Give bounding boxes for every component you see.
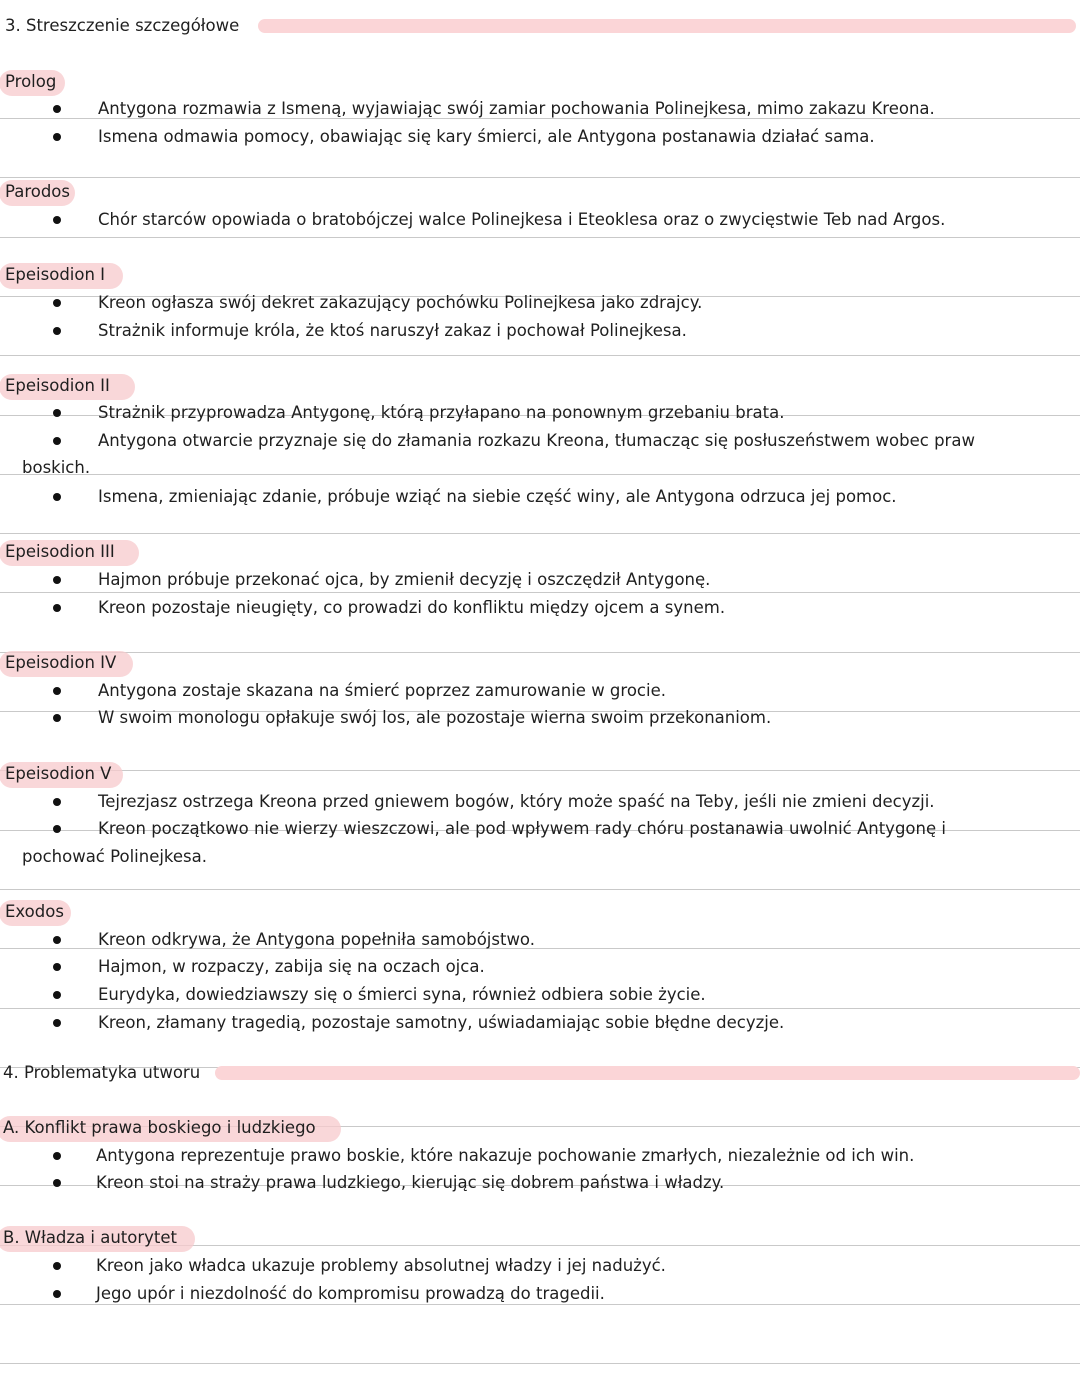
list-item: Hajmon próbuje przekonać ojca, by zmienił decyzję i oszczędził Antygonę. <box>98 570 711 589</box>
list-item: Kreon ogłasza swój dekret zakazujący pochówku Polinejkesa jako zdrajcy. <box>98 293 703 312</box>
ruled-line <box>0 770 1080 771</box>
heading-text: Epeisodion III <box>5 542 115 561</box>
heading-text: Epeisodion II <box>5 376 110 395</box>
list-item: Antygona rozmawia z Ismeną, wyjawiając swój zamiar pochowania Polinejkesa, mimo zakazu Kreona. <box>98 99 935 118</box>
bullet-icon <box>53 437 61 445</box>
ruled-line <box>0 474 1080 475</box>
bullet-icon <box>53 105 61 113</box>
section-title: 3. Streszczenie szczegółowe <box>5 16 240 35</box>
ruled-line <box>0 592 1080 593</box>
heading-epeisodion-5 <box>5 764 111 784</box>
heading-epeisodion-4 <box>5 653 116 673</box>
list-item: Eurydyka, dowiedziawszy się o śmierci syna, również odbiera sobie życie. <box>98 985 706 1004</box>
ruled-line <box>0 237 1080 238</box>
list-item: Antygona otwarcie przyznaje się do złamania rozkazu Kreona, tłumacząc się posłuszeństwem wobec praw <box>98 431 975 450</box>
heading-exodos <box>5 902 64 922</box>
bullet-icon <box>53 133 61 141</box>
heading-parodos <box>5 182 70 202</box>
list-item: Ismena, zmieniając zdanie, próbuje wziąć na siebie część winy, ale Antygona odrzuca jej pomoc. <box>98 487 897 506</box>
bullet-icon <box>53 409 61 417</box>
heading-text: B. Władza i autorytet <box>3 1228 178 1247</box>
list-item: Kreon pozostaje nieugięty, co prowadzi do konfliktu między ojcem a synem. <box>98 598 726 617</box>
heading-conflict <box>3 1118 316 1138</box>
heading-prolog <box>5 72 56 92</box>
list-item: W swoim monologu opłakuje swój los, ale pozostaje wierna swoim przekonaniom. <box>98 708 772 727</box>
title-highlight <box>258 19 1076 33</box>
bullet-icon <box>53 687 61 695</box>
heading-text: Epeisodion V <box>5 764 112 783</box>
heading-text: Exodos <box>5 902 64 921</box>
bullet-icon <box>53 1179 61 1187</box>
ruled-line <box>0 1304 1080 1305</box>
bullet-icon <box>53 216 61 224</box>
bullet-icon <box>53 1019 61 1027</box>
bullet-icon <box>53 576 61 584</box>
list-item: Kreon początkowo nie wierzy wieszczowi, ale pod wpływem rady chóru postanawia uwolnić Antygonę i <box>98 819 946 838</box>
list-item-continuation: pochować Polinejkesa. <box>22 847 208 866</box>
ruled-line <box>0 652 1080 653</box>
bullet-icon <box>53 991 61 999</box>
heading-epeisodion-2 <box>5 376 110 396</box>
ruled-line <box>0 533 1080 534</box>
list-item: Strażnik przyprowadza Antygonę, którą przyłapano na ponownym grzebaniu brata. <box>98 403 785 422</box>
list-item: Strażnik informuje króla, że ktoś naruszył zakaz i pochował Polinejkesa. <box>98 321 687 340</box>
ruled-line <box>0 1363 1080 1364</box>
ruled-line <box>0 355 1080 356</box>
list-item: Antygona reprezentuje prawo boskie, które nakazuje pochowanie zmarłych, niezależnie od ich win. <box>96 1146 915 1165</box>
bullet-icon <box>53 493 61 501</box>
list-item: Kreon jako władca ukazuje problemy absolutnej władzy i jej nadużyć. <box>96 1256 666 1275</box>
bullet-icon <box>53 1152 61 1160</box>
section-title: 4. Problematyka utworu <box>3 1063 201 1082</box>
heading-power <box>3 1228 177 1248</box>
list-item: Ismena odmawia pomocy, obawiając się kary śmierci, ale Antygona postanawia działać sama. <box>98 127 875 146</box>
list-item-continuation: boskich. <box>22 458 91 477</box>
bullet-icon <box>53 327 61 335</box>
list-item: Antygona zostaje skazana na śmierć poprzez zamurowanie w grocie. <box>98 681 666 700</box>
bullet-icon <box>53 936 61 944</box>
list-item: Kreon odkrywa, że Antygona popełniła samobójstwo. <box>98 930 535 949</box>
bullet-icon <box>53 825 61 833</box>
bullet-icon <box>53 714 61 722</box>
list-item: Chór starców opowiada o bratobójczej walce Polinejkesa i Eteoklesa oraz o zwycięstwie Teb nad Argos. <box>98 210 946 229</box>
heading-text: Epeisodion I <box>5 265 106 284</box>
heading-text: Parodos <box>5 182 71 201</box>
bullet-icon <box>53 1290 61 1298</box>
list-item: Tejrezjasz ostrzega Kreona przed gniewem bogów, który może spaść na Teby, jeśli nie zmieni decyzji. <box>98 792 935 811</box>
heading-text: Epeisodion IV <box>5 653 117 672</box>
bullet-icon <box>53 798 61 806</box>
bullet-icon <box>53 604 61 612</box>
list-item: Kreon stoi na straży prawa ludzkiego, kierując się dobrem państwa i władzy. <box>96 1173 725 1192</box>
title-highlight <box>215 1066 1080 1080</box>
heading-text: Prolog <box>5 72 57 91</box>
heading-epeisodion-1 <box>5 265 105 285</box>
list-item: Kreon, złamany tragedią, pozostaje samotny, uświadamiając sobie błędne decyzje. <box>98 1013 785 1032</box>
bullet-icon <box>53 1262 61 1270</box>
heading-epeisodion-3 <box>5 542 115 562</box>
list-item: Jego upór i niezdolność do kompromisu prowadzą do tragedii. <box>96 1284 605 1303</box>
heading-text: A. Konflikt prawa boskiego i ludzkiego <box>3 1118 316 1137</box>
ruled-line <box>0 889 1080 890</box>
bullet-icon <box>53 299 61 307</box>
bullet-icon <box>53 963 61 971</box>
ruled-line <box>0 1008 1080 1009</box>
list-item: Hajmon, w rozpaczy, zabija się na oczach ojca. <box>98 957 485 976</box>
ruled-line <box>0 177 1080 178</box>
